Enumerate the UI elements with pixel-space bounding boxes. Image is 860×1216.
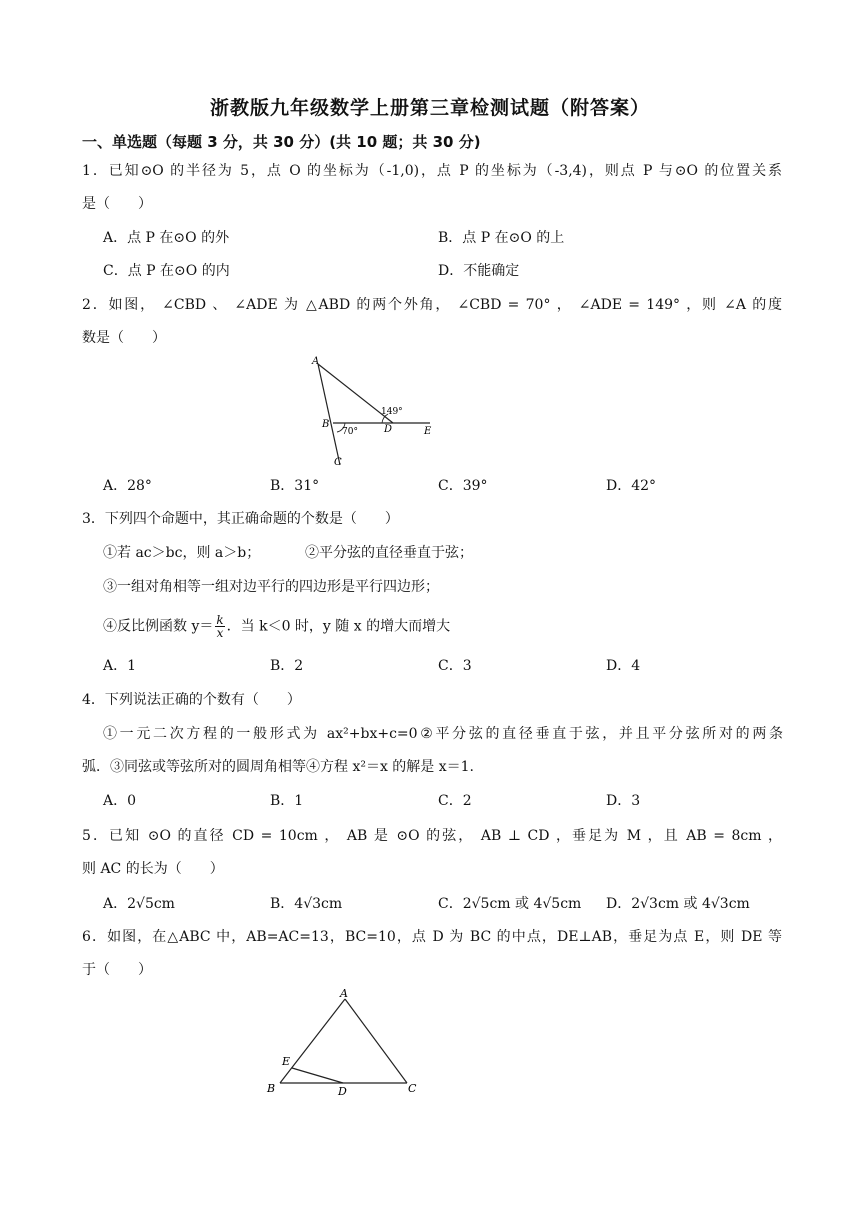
q6-side-ab xyxy=(280,999,345,1083)
section-heading: 一、单选题（每题 3 分，共 30 分）(共 10 题；共 30 分) xyxy=(82,133,481,151)
q2-label-d: D xyxy=(384,424,393,435)
q6-label-d: D xyxy=(338,1085,347,1098)
q2-label-b: B xyxy=(322,419,330,430)
q2-label-149: 149° xyxy=(381,407,403,417)
q2-option-b: B．31° xyxy=(270,478,320,494)
q1-stem-line1: 1．已知⊙O 的半径为 5，点 O 的坐标为（-1,0)，点 P 的坐标为（-3,4)，则点 P 与⊙O 的位置关系 xyxy=(82,163,782,179)
q3-option-c: C．3 xyxy=(438,658,472,674)
q6-segment-de xyxy=(292,1068,343,1083)
q3-option-b: B．2 xyxy=(270,658,304,674)
q2-option-a: A．28° xyxy=(103,478,152,494)
q1-option-d: D．不能确定 xyxy=(438,263,520,279)
q4-option-d: D．3 xyxy=(606,793,641,809)
q6-label-b: B xyxy=(267,1082,276,1095)
q2-label-70: 70° xyxy=(342,427,358,437)
fraction-numerator: k xyxy=(216,613,224,627)
q2-figure xyxy=(300,352,450,472)
q2-stem-line1: 2．如图， ∠CBD 、 ∠ADE 为 △ABD 的两个外角， ∠CBD = 70° ， ∠ADE = 149° ，则 ∠A 的度 xyxy=(82,297,782,313)
q3-statement-4-post: ．当 k＜0 时，y 随 x 的增大而增大 xyxy=(226,618,451,635)
q3-statement-4-pre: ④反比例函数 y＝ xyxy=(103,618,214,635)
q3-statement-4 xyxy=(103,614,450,639)
q6-stem-line1: 6．如图，在△ABC 中，AB=AC=13，BC=10，点 D 为 BC 的中点，DE⊥AB，垂足为点 E，则 DE 等 xyxy=(82,929,782,945)
q5-stem-line2: 则 AC 的长为（ ） xyxy=(82,861,224,877)
q6-label-a: A xyxy=(340,987,348,1000)
q4-option-b: B．1 xyxy=(270,793,304,809)
q6-label-c: C xyxy=(408,1082,417,1095)
q6-stem-line2: 于（ ） xyxy=(82,962,152,978)
q5-option-d: D．2√3cm 或 4√3cm xyxy=(606,896,750,912)
q4-stem: 4．下列说法正确的个数有（ ） xyxy=(82,692,301,708)
q2-label-a: A xyxy=(312,356,320,367)
q2-label-e: E xyxy=(424,426,432,437)
q4-statements-line1: ①一元二次方程的一般形式为 ax²+bx+c=0②平分弦的直径垂直于弦，并且平分弦所对的两条 xyxy=(103,726,783,742)
q6-figure xyxy=(260,982,430,1102)
q3-stem: 3．下列四个命题中，其正确命题的个数是（ ） xyxy=(82,511,399,527)
fraction-k-over-x xyxy=(215,614,224,639)
q4-statements-line2: 弧．③同弦或等弦所对的圆周角相等④方程 x²＝x 的解是 x＝1. xyxy=(82,759,475,775)
fraction-denominator: x xyxy=(216,626,224,640)
q4-option-c: C．2 xyxy=(438,793,472,809)
q1-option-b: B．点 P 在⊙O 的上 xyxy=(438,230,565,246)
q1-stem-line2: 是（ ） xyxy=(82,196,152,212)
q5-stem-line1: 5．已知 ⊙O 的直径 CD = 10cm ， AB 是 ⊙O 的弦， AB ⊥ CD ，垂足为 M ，且 AB = 8cm ， xyxy=(82,828,782,844)
q3-statement-3: ③一组对角相等一组对边平行的四边形是平行四边形； xyxy=(103,579,439,595)
q2-label-c: C xyxy=(334,457,342,468)
q3-option-d: D．4 xyxy=(606,658,641,674)
q5-option-a: A．2√5cm xyxy=(103,896,175,912)
q3-option-a: A．1 xyxy=(103,658,137,674)
q2-stem-line2: 数是（ ） xyxy=(82,330,166,346)
q5-option-b: B．4√3cm xyxy=(270,896,343,912)
page-title: 浙教版九年级数学上册第三章检测试题（附答案） xyxy=(209,97,650,119)
q2-option-c: C．39° xyxy=(438,478,488,494)
q3-statement-1: ①若 ac＞bc，则 a＞b； xyxy=(103,545,261,561)
q6-side-ac xyxy=(345,999,407,1083)
q6-label-e: E xyxy=(282,1055,291,1068)
q1-option-c: C．点 P 在⊙O 的内 xyxy=(103,263,230,279)
q5-option-c: C．2√5cm 或 4√5cm xyxy=(438,896,582,912)
q3-statement-2: ②平分弦的直径垂直于弦； xyxy=(305,545,473,561)
q2-option-d: D．42° xyxy=(606,478,657,494)
q4-option-a: A．0 xyxy=(103,793,137,809)
q1-option-a: A．点 P 在⊙O 的外 xyxy=(103,230,230,246)
